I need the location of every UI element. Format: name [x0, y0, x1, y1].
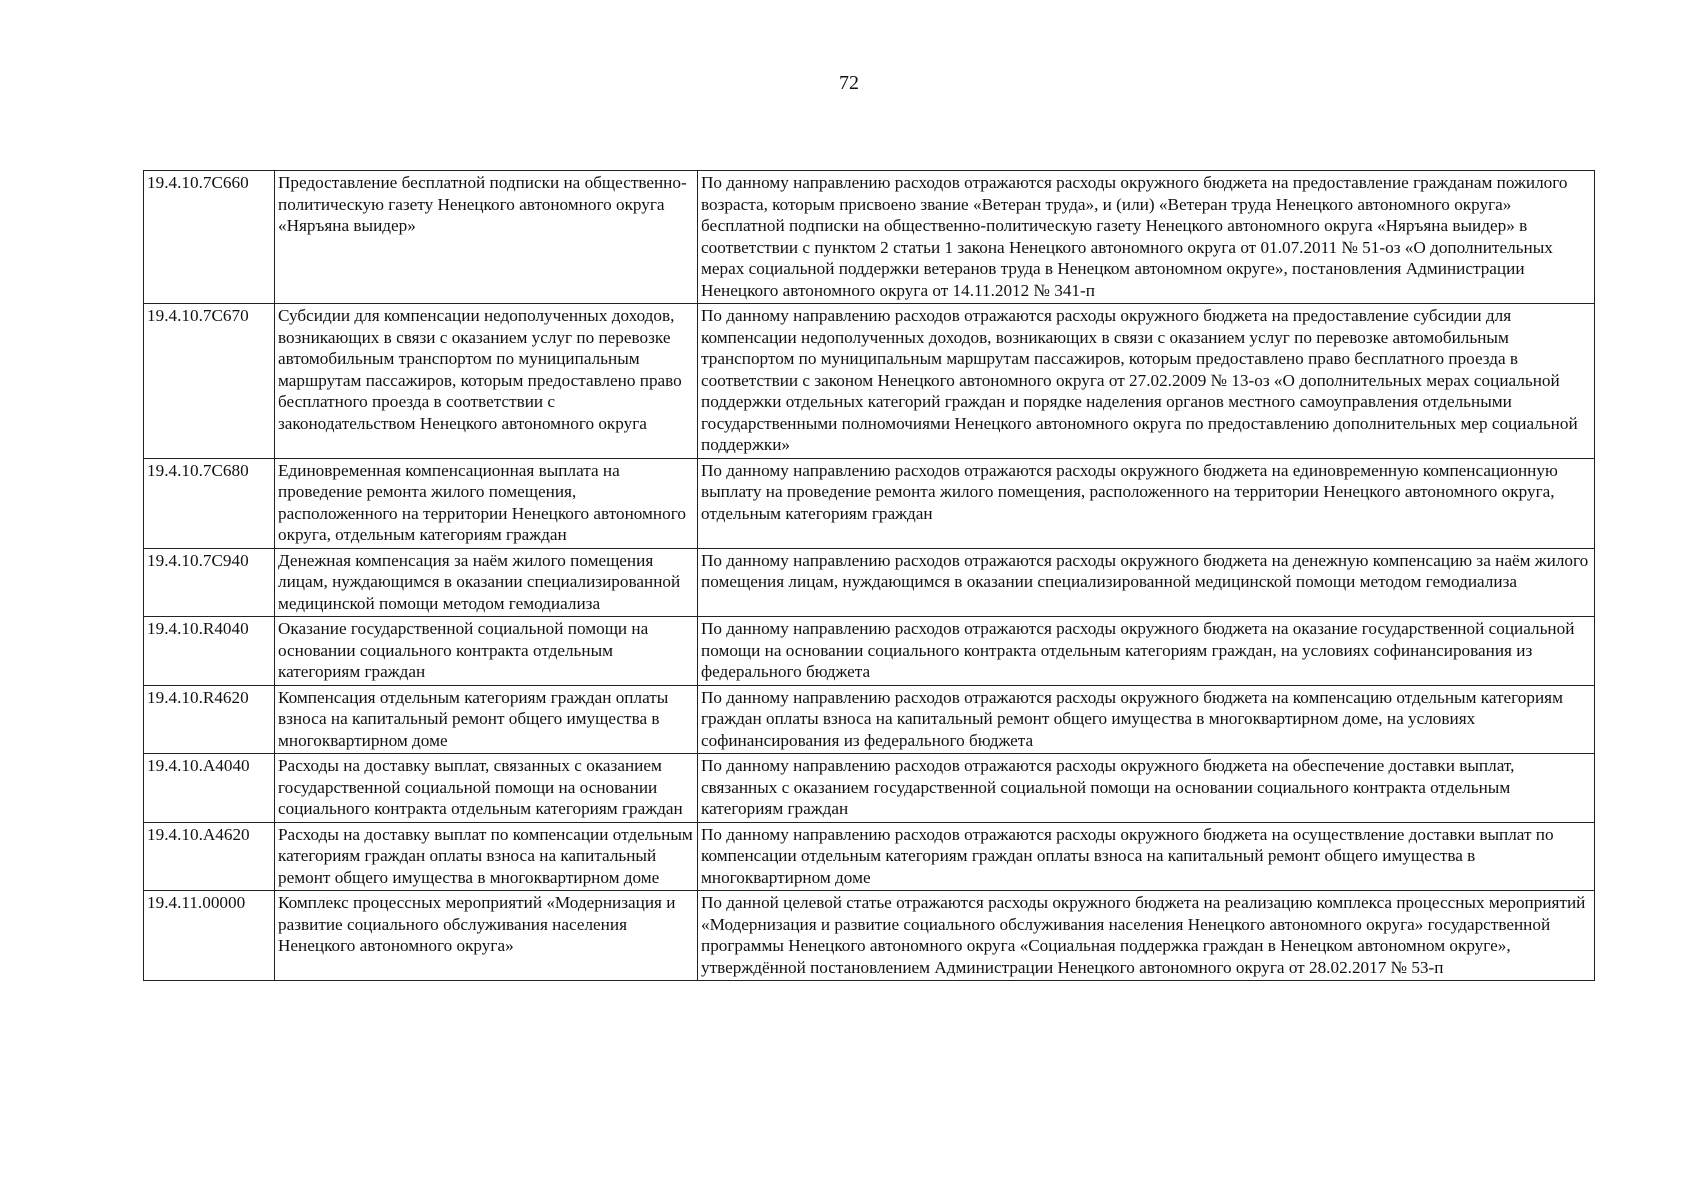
table-row: [144, 891, 1595, 981]
row-code: 19.4.10.7С940: [144, 548, 275, 617]
table-row: [144, 458, 1595, 548]
row-description: По данному направлению расходов отражаются расходы окружного бюджета на предоставление субсидии для компенсации недополученных доходов, возникающих в связи с оказанием услуг по перевозке автомобильным транспортом по муниципальным маршрутам пассажиров, которым предоставлено право бесплатного проезда в соответствии с законом Ненецкого автономного округа от 27.02.2009 № 13-оз «О дополнительных мерах социальной поддержки отдельных категорий граждан и порядке наделения органов местного самоуправления отдельными государственными полномочиями Ненецкого автономного округа по предоставлению дополнительных мер социальной поддержки»: [698, 304, 1595, 459]
row-description: По данному направлению расходов отражаются расходы окружного бюджета на денежную компенсацию за наём жилого помещения лицам, нуждающимся в оказании специализированной медицинской помощи методом гемодиализа: [698, 548, 1595, 617]
table-row: [144, 822, 1595, 891]
row-name: Оказание государственной социальной помощи на основании социального контракта отдельным категориям граждан: [275, 617, 698, 686]
row-name: Расходы на доставку выплат, связанных с оказанием государственной социальной помощи на основании социального контракта отдельным категориям граждан: [275, 754, 698, 823]
row-description: По данному направлению расходов отражаются расходы окружного бюджета на обеспечение доставки выплат, связанных с оказанием государственной социальной помощи на основании социального контракта отдельным категориям граждан: [698, 754, 1595, 823]
row-code: 19.4.10.7С660: [144, 171, 275, 304]
row-description: По данному направлению расходов отражаются расходы окружного бюджета на оказание государственной социальной помощи на основании социального контракта отдельным категориям граждан, на условиях софинансирования из федерального бюджета: [698, 617, 1595, 686]
row-code: 19.4.10.7С680: [144, 458, 275, 548]
budget-classification-table: [143, 170, 1595, 981]
row-description: По данному направлению расходов отражаются расходы окружного бюджета на единовременную компенсационную выплату на проведение ремонта жилого помещения, расположенного на территории Ненецкого автономного округа, отдельным категориям граждан: [698, 458, 1595, 548]
row-name: Субсидии для компенсации недополученных доходов, возникающих в связи с оказанием услуг по перевозке автомобильным транспортом по муниципальным маршрутам пассажиров, которым предоставлено право бесплатного проезда в соответствии с законодательством Ненецкого автономного округа: [275, 304, 698, 459]
row-code: 19.4.10.R4620: [144, 685, 275, 754]
row-description: По данному направлению расходов отражаются расходы окружного бюджета на компенсацию отдельным категориям граждан оплаты взноса на капитальный ремонт общего имущества в многоквартирном доме, на условиях софинансирования из федерального бюджета: [698, 685, 1595, 754]
table-row: [144, 754, 1595, 823]
row-name: Расходы на доставку выплат по компенсации отдельным категориям граждан оплаты взноса на капитальный ремонт общего имущества в многоквартирном доме: [275, 822, 698, 891]
row-name: Денежная компенсация за наём жилого помещения лицам, нуждающимся в оказании специализированной медицинской помощи методом гемодиализа: [275, 548, 698, 617]
row-code: 19.4.11.00000: [144, 891, 275, 981]
row-name: Компенсация отдельным категориям граждан оплаты взноса на капитальный ремонт общего имущества в многоквартирном доме: [275, 685, 698, 754]
row-code: 19.4.10.7С670: [144, 304, 275, 459]
row-description: По данному направлению расходов отражаются расходы окружного бюджета на предоставление гражданам пожилого возраста, которым присвоено звание «Ветеран труда», и (или) «Ветеран труда Ненецкого автономного округа» бесплатной подписки на общественно-политическую газету Ненецкого автономного округа «Няръяна выидер» в соответствии с пунктом 2 статьи 1 закона Ненецкого автономного округа от 01.07.2011 № 51-оз «О дополнительных мерах социальной поддержки ветеранов труда в Ненецком автономном округе», постановления Администрации Ненецкого автономного округа от 14.11.2012 № 341-п: [698, 171, 1595, 304]
row-description: По данной целевой статье отражаются расходы окружного бюджета на реализацию комплекса процессных мероприятий «Модернизация и развитие социального обслуживания населения Ненецкого автономного округа» государственной программы Ненецкого автономного округа «Социальная поддержка граждан в Ненецком автономном округе», утверждённой постановлением Администрации Ненецкого автономного округа от 28.02.2017 № 53-п: [698, 891, 1595, 981]
table-row: [144, 617, 1595, 686]
row-name: Единовременная компенсационная выплата на проведение ремонта жилого помещения, расположенного на территории Ненецкого автономного округа, отдельным категориям граждан: [275, 458, 698, 548]
table-row: [144, 685, 1595, 754]
row-name: Предоставление бесплатной подписки на общественно-политическую газету Ненецкого автономного округа «Няръяна выидер»: [275, 171, 698, 304]
page-number: 72: [839, 72, 859, 94]
row-name: Комплекс процессных мероприятий «Модернизация и развитие социального обслуживания населения Ненецкого автономного округа»: [275, 891, 698, 981]
table-row: [144, 171, 1595, 304]
table-row: [144, 304, 1595, 459]
table-row: [144, 548, 1595, 617]
row-code: 19.4.10.R4040: [144, 617, 275, 686]
row-description: По данному направлению расходов отражаются расходы окружного бюджета на осуществление доставки выплат по компенсации отдельным категориям граждан оплаты взноса на капитальный ремонт общего имущества в многоквартирном доме: [698, 822, 1595, 891]
row-code: 19.4.10.А4620: [144, 822, 275, 891]
row-code: 19.4.10.А4040: [144, 754, 275, 823]
